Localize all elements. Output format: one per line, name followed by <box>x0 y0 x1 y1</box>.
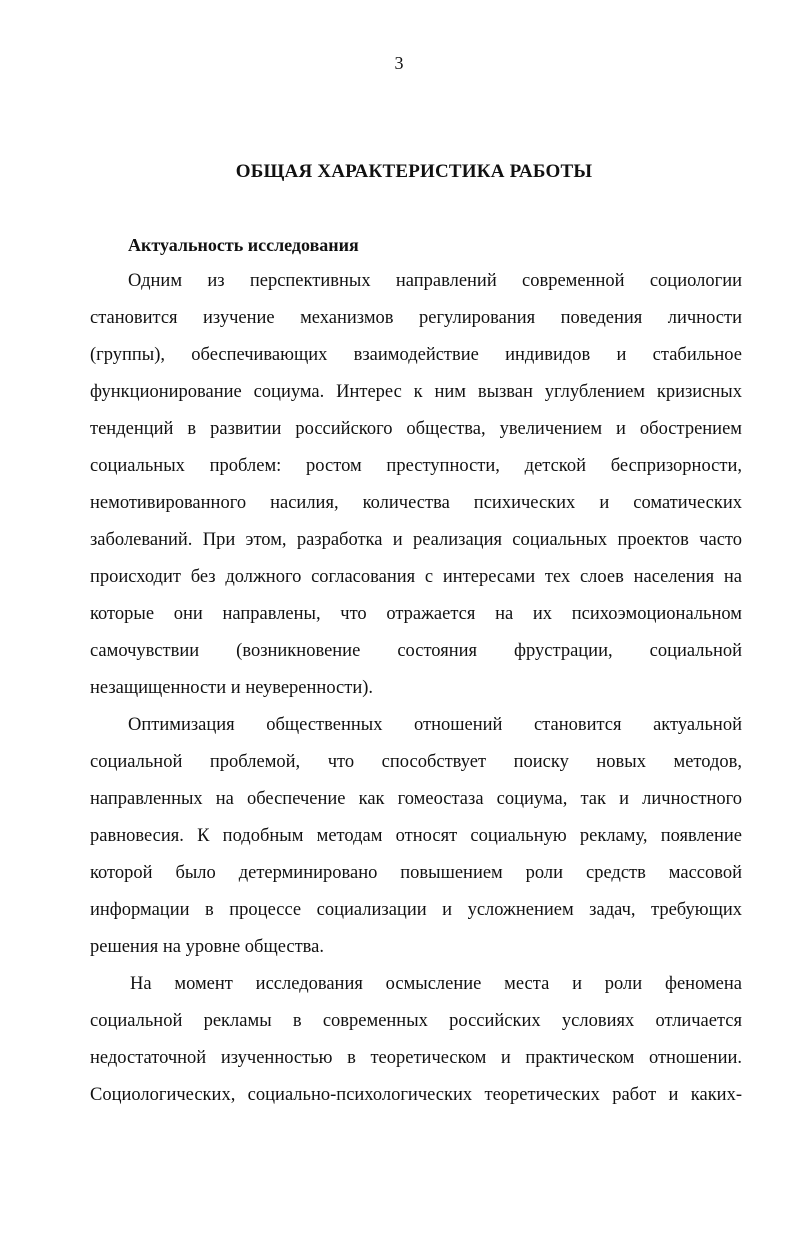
text-line: незащищенности и неуверенности). <box>90 678 374 698</box>
text-line: которые они направлены, что отражается на их психоэмоциональном <box>90 604 742 624</box>
body-text <box>90 263 742 1114</box>
text-line: социальной рекламы в современных российских условиях отличается <box>90 1011 742 1031</box>
text-line: Одним из перспективных направлений современной социологии <box>128 271 742 291</box>
text-line: решения на уровне общества. <box>90 937 325 957</box>
paragraph-3 <box>90 966 742 1114</box>
text-line: становится изучение механизмов регулирования поведения личности <box>90 308 742 328</box>
text-line: информации в процессе социализации и усложнением задач, требующих <box>90 900 742 920</box>
text-line: функционирование социума. Интерес к ним вызван углублением кризисных <box>90 382 742 402</box>
text-line: (группы), обеспечивающих взаимодействие индивидов и стабильное <box>90 345 742 365</box>
paragraph-1 <box>90 263 742 707</box>
page-number: 3 <box>394 53 404 73</box>
text-line: равновесия. К подобным методам относят социальную рекламу, появление <box>90 826 742 846</box>
text-line: направленных на обеспечение как гомеостаза социума, так и личностного <box>90 789 742 809</box>
text-line: На момент исследования осмысление места и роли феномена <box>130 974 742 994</box>
subheading-relevance: Актуальность исследования <box>128 235 359 255</box>
text-line: Оптимизация общественных отношений становится актуальной <box>128 715 742 735</box>
text-line: социальной проблемой, что способствует поиску новых методов, <box>90 752 742 772</box>
text-line: самочувствии (возникновение состояния фрустрации, социальной <box>90 641 742 661</box>
text-line: происходит без должного согласования с интересами тех слоев населения на <box>90 567 742 587</box>
text-line: Социологических, социально-психологических теоретических работ и каких- <box>90 1085 742 1105</box>
text-line: тенденций в развитии российского общества, увеличением и обострением <box>90 419 742 439</box>
text-line: заболеваний. При этом, разработка и реализация социальных проектов часто <box>90 530 742 550</box>
text-line: которой было детерминировано повышением роли средств массовой <box>90 863 742 883</box>
paragraph-2 <box>90 707 742 966</box>
text-line: социальных проблем: ростом преступности, детской беспризорности, <box>90 456 742 476</box>
section-title: ОБЩАЯ ХАРАКТЕРИСТИКА РАБОТЫ <box>235 161 593 182</box>
text-line: недостаточной изученностью в теоретическом и практическом отношении. <box>90 1048 742 1068</box>
text-line: немотивированного насилия, количества психических и соматических <box>90 493 742 513</box>
